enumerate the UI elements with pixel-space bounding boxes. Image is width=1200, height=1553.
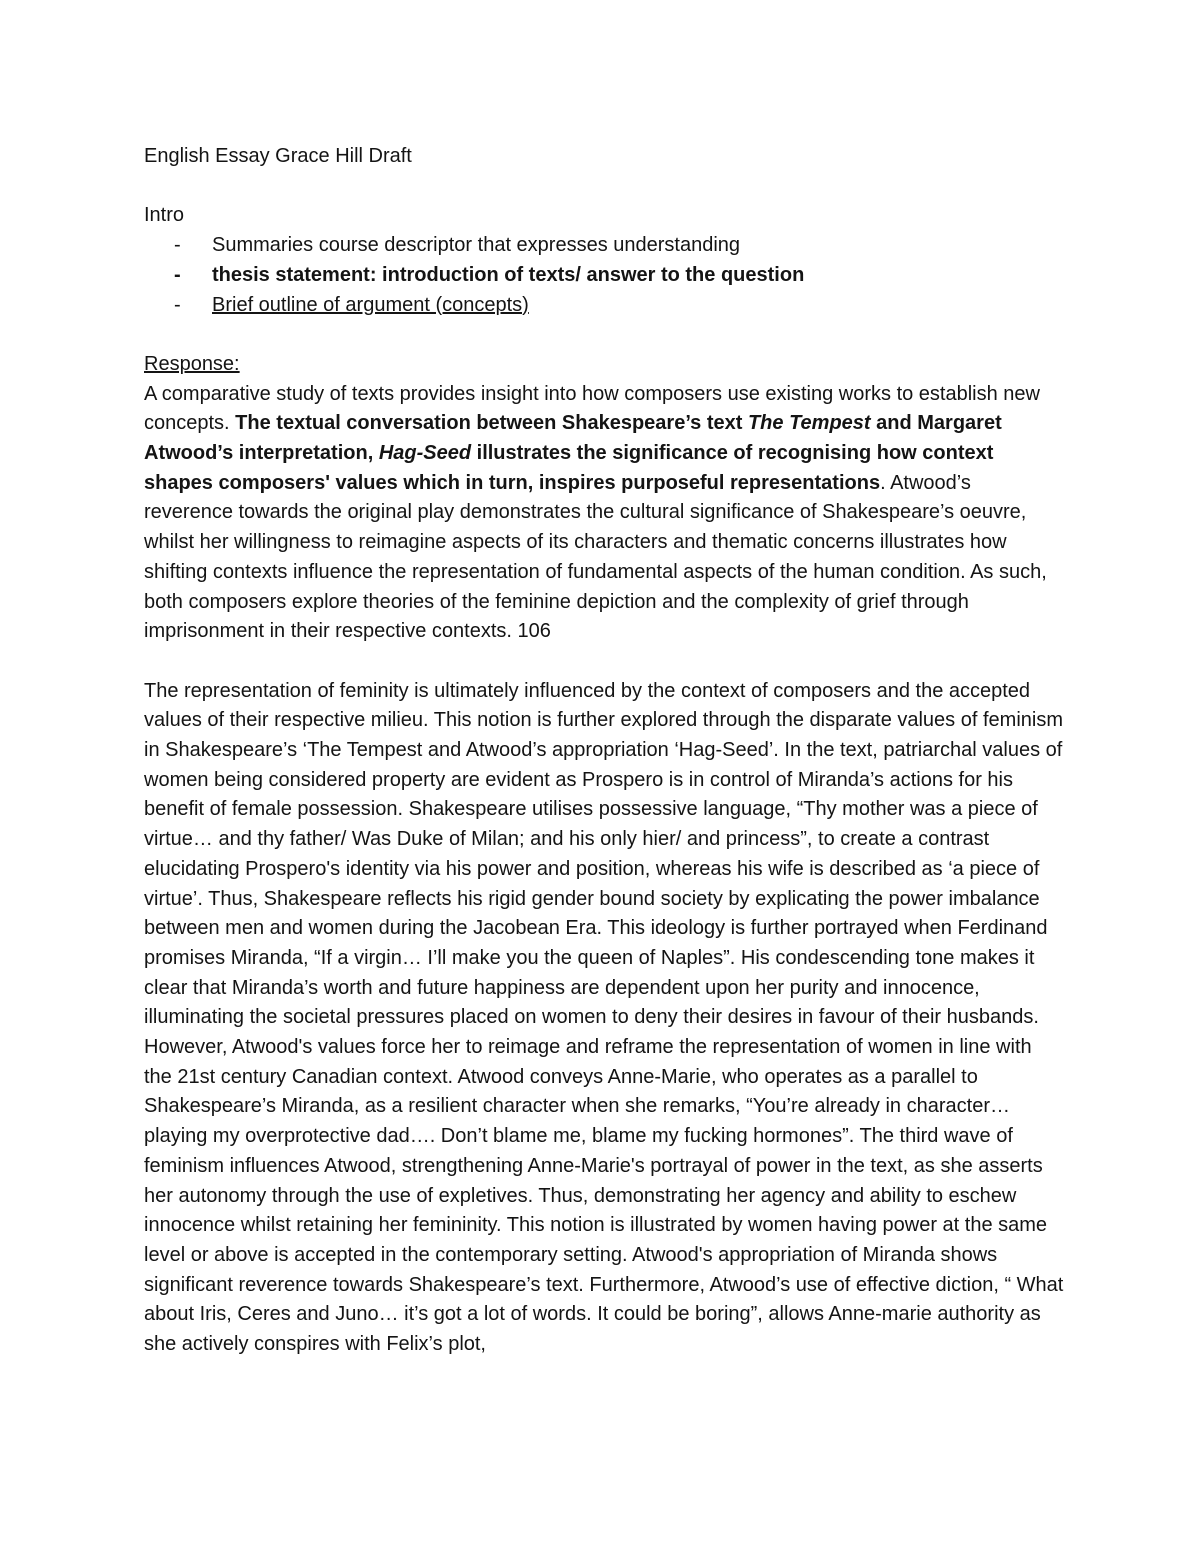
document-title: English Essay Grace Hill Draft — [144, 145, 412, 167]
thesis-text: and Margaret Atwood’s interpretation, — [144, 412, 1002, 464]
paragraph-body: The representation of feminity is ultimately influenced by the context of composers and the accepted values of their respective milieu. This notion is further explored through the disparate values of feminism in Shakespeare’s ‘The Tempest and Atwood’s appropriation ‘Hag-Seed’. In the text, patriarchal values of women being considered property are evident as Prospero is in control of Miranda’s actions for his benefit of female possession. Shakespeare utilises possessive language, “Thy mother was a piece of virtue… and thy father/ Was Duke of Milan; and his only hier/ and princess”, to create a contrast elucidating Prospero's identity via his power and position, whereas his wife is described as ‘a piece of virtue’. Thus, Shakespeare reflects his rigid gender bound society by explicating the power imbalance between men and women during the Jacobean Era. This ideology is further portrayed when Ferdinand promises Miranda, “If a virgin… I’ll make you the queen of Naples”. His condescending tone makes it clear that Miranda’s worth and future happiness are dependent upon her purity and innocence, illuminating the societal pressures placed on women to deny their desires in favour of their husbands. However, Atwood's values force her to reimage and reframe the representation of women in line with the 21st century Canadian context. Atwood conveys Anne-Marie, who operates as a parallel to Shakespeare’s Miranda, as a resilient character when she remarks, “You’re already in character… playing my overprotective dad…. Don’t blame me, blame my fucking hormones”. The third wave of feminism influences Atwood, strengthening Anne-Marie's portrayal of power in the text, as she asserts her autonomy through the use of expletives. Thus, demonstrating her agency and ability to eschew innocence whilst retaining her femininity. This notion is illustrated by women having power at the same level or above is accepted in the contemporary setting. Atwood's appropriation of Miranda shows significant reverence towards Shakespeare’s text. Furthermore, Atwood’s use of effective diction, “ What about Iris, Ceres and Juno… it’s got a lot of words. It could be boring”, allows Anne-marie authority as she actively conspires with Felix’s plot, — [144, 679, 1064, 1356]
outline-item-text: Brief outline of argument (concepts) — [212, 293, 529, 316]
list-dash: - — [174, 234, 181, 257]
text-title: Hag-Seed — [378, 442, 472, 464]
list-dash: - — [174, 293, 181, 316]
thesis-text: illustrates the significance of recognising how context shapes composers' values which in turn, inspires purposeful representations — [144, 442, 994, 494]
paragraph-text: . Atwood’s reverence towards the original play demonstrates the cultural significance of Shakespeare’s oeuvre, whilst her willingness to reimagine aspects of its characters and thematic concerns illustrates how shifting contexts influence the representation of fundamental aspects of the human condition. As such, both composers explore theories of the feminine depiction and the complexity of grief through imprisonment in their respective contexts. 106 — [144, 471, 1047, 643]
list-dash: - — [174, 263, 181, 286]
paragraph-text: A comparative study of texts provides insight into how composers use existing works to establish new concepts. — [144, 382, 1040, 435]
outline-item-text: thesis statement: introduction of texts/ answer to the question — [212, 263, 805, 286]
document-body — [144, 142, 1064, 1360]
outline-item-text: Summaries course descriptor that expresses understanding — [212, 234, 741, 257]
outline-item — [144, 231, 1064, 261]
paragraph-intro — [144, 380, 1064, 647]
thesis-text: The textual conversation between Shakespeare’s text — [235, 412, 748, 435]
intro-label: Intro — [144, 204, 185, 227]
intro-outline-list — [144, 231, 1064, 320]
response-label: Response: — [144, 352, 240, 375]
text-title: The Tempest — [747, 412, 871, 435]
outline-item — [144, 291, 1064, 321]
outline-item — [144, 261, 1064, 291]
